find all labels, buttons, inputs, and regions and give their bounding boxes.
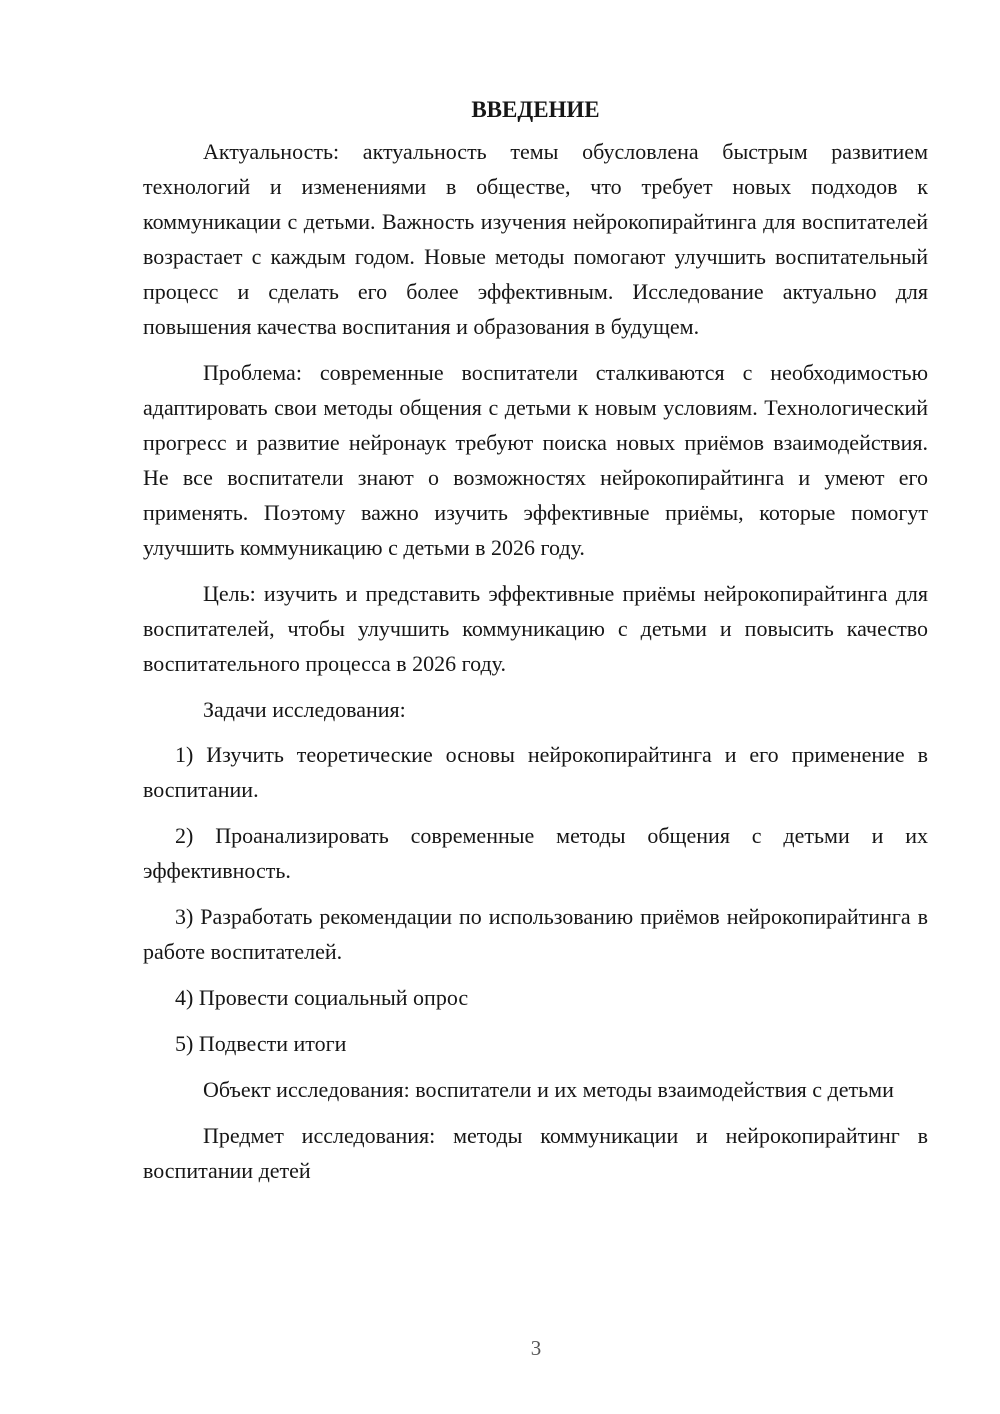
task-item-2: 2) Проанализировать современные методы общения с детьми и их эффективность. [143,823,928,883]
page-content [143,90,928,1199]
task-item-3: 3) Разработать рекомендации по использованию приёмов нейрокопирайтинга в работе воспитателей. [143,904,928,964]
problem-paragraph: Проблема: современные воспитатели сталкиваются с необходимостью адаптировать свои методы общения с детьми к новым условиям. Технологический прогресс и развитие нейронаук требуют поиска новых приёмов взаимодействия. Не все воспитатели знают о возможностях нейрокопирайтинга и умеют его применять. Поэтому важно изучить эффективные приёмы, которые помогут улучшить коммуникацию с детьми в 2026 году. [143,360,928,560]
tasks-list [143,737,928,1061]
page-number: 3 [530,1336,542,1360]
task-item-4: 4) Провести социальный опрос [175,985,469,1010]
goal-paragraph: Цель: изучить и представить эффективные приёмы нейрокопирайтинга для воспитателей, чтобы улучшить коммуникацию с детьми и повысить качество воспитательного процесса в 2026 году. [143,581,928,676]
relevance-paragraph: Актуальность: актуальность темы обусловлена быстрым развитием технологий и изменениями в обществе, что требует новых подходов к коммуникации с детьми. Важность изучения нейрокопирайтинга для воспитателей возрастает с каждым годом. Новые методы помогают улучшить воспитательный процесс и сделать его более эффективным. Исследование актуально для повышения качества воспитания и образования в будущем. [143,139,928,339]
task-item-5: 5) Подвести итоги [175,1031,347,1056]
object-paragraph: Объект исследования: воспитатели и их методы взаимодействия с детьми [203,1077,894,1102]
task-item-1: 1) Изучить теоретические основы нейрокопирайтинга и его применение в воспитании. [143,742,928,802]
subject-paragraph: Предмет исследования: методы коммуникации и нейрокопирайтинг в воспитании детей [143,1123,928,1183]
tasks-heading: Задачи исследования: [203,697,406,722]
page-title: ВВЕДЕНИЕ [471,97,600,122]
